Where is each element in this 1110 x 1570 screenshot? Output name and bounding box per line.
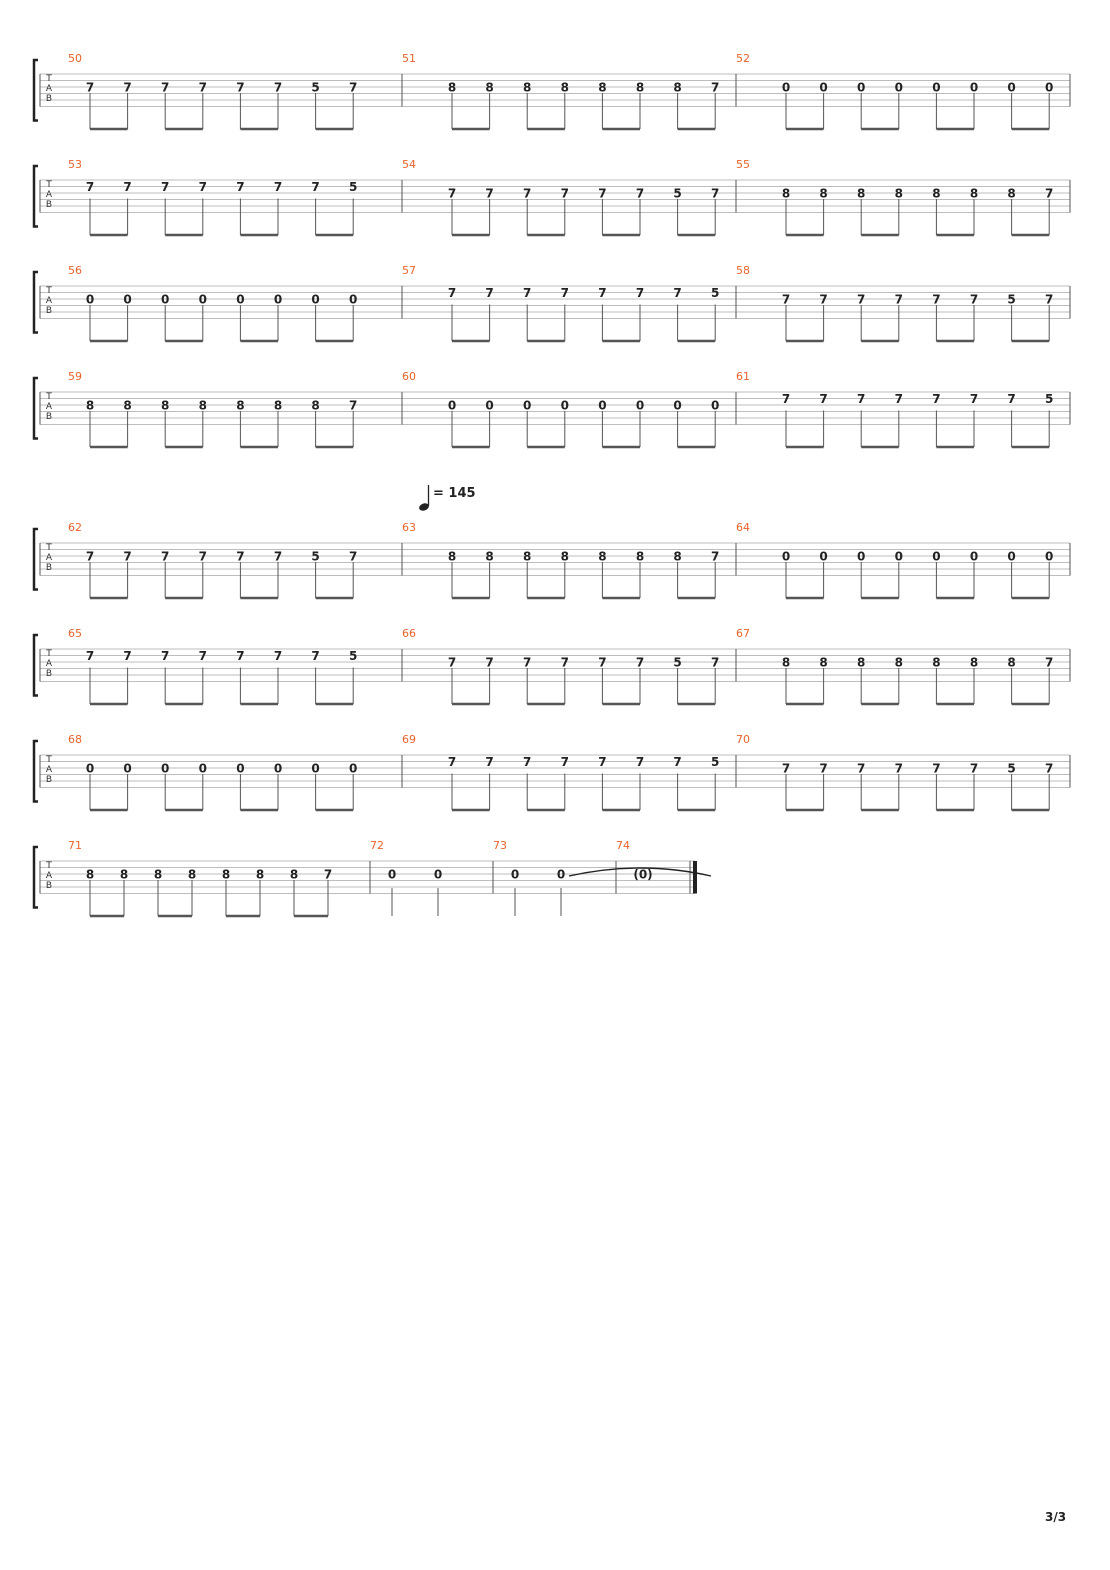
fret-number: 7 (857, 761, 866, 776)
measure-number: 55 (736, 158, 750, 171)
fret-number: 7 (857, 392, 866, 406)
system-bracket (34, 529, 38, 590)
fret-number: 0 (560, 398, 569, 413)
fret-number: 7 (123, 549, 132, 564)
fret-number-tied: (0) (633, 867, 653, 882)
fret-number: 7 (123, 649, 132, 663)
fret-number: 0 (198, 292, 207, 307)
measure-number: 71 (68, 839, 82, 852)
fret-number: 7 (969, 292, 979, 307)
fret-number: 8 (781, 655, 791, 670)
fret-number: 8 (447, 80, 457, 95)
fret-number: 7 (523, 186, 532, 201)
measure-number: 54 (402, 158, 416, 171)
fret-number: 8 (485, 80, 494, 95)
fret-number: 7 (932, 392, 941, 406)
measure-number: 69 (402, 733, 416, 746)
fret-number: 7 (560, 655, 569, 670)
fret-number: 0 (85, 761, 95, 776)
fret-number: 7 (523, 286, 532, 300)
fret-number: 0 (123, 761, 132, 776)
fret-number: 0 (857, 80, 866, 95)
fret-number: 7 (969, 392, 979, 406)
fret-number: 0 (819, 549, 828, 564)
measure-number: 53 (68, 158, 82, 171)
tempo-marking: = 145 (433, 486, 476, 501)
measure-number: 61 (736, 370, 750, 383)
measure-number: 52 (736, 52, 750, 65)
system-bracket (34, 60, 38, 121)
fret-number: 7 (161, 80, 170, 95)
fret-number: 7 (1045, 292, 1054, 307)
fret-number: 7 (273, 80, 283, 95)
fret-number: 7 (349, 80, 358, 95)
fret-number: 8 (289, 867, 299, 882)
fret-number: 7 (85, 549, 95, 564)
fret-number: 7 (349, 398, 358, 413)
tab-clef-letter: T (46, 180, 52, 190)
fret-number: 7 (635, 186, 645, 201)
fret-number: 7 (969, 761, 979, 776)
fret-number: 0 (781, 80, 791, 95)
fret-number: 0 (311, 761, 320, 776)
fret-number: 0 (819, 80, 828, 95)
fret-number: 8 (119, 867, 129, 882)
fret-number: 0 (349, 761, 358, 776)
system-bracket (34, 847, 38, 908)
fret-number: 5 (349, 649, 358, 663)
fret-number: 7 (485, 755, 494, 769)
fret-number: 0 (485, 398, 494, 413)
fret-number: 8 (635, 549, 645, 564)
fret-number: 0 (673, 398, 682, 413)
fret-number: 7 (894, 761, 903, 776)
fret-number: 7 (673, 286, 682, 300)
fret-number: 7 (598, 755, 607, 769)
fret-number: 7 (598, 655, 607, 670)
fret-number: 7 (523, 755, 532, 769)
fret-number: 0 (1007, 80, 1016, 95)
tab-clef-letter: B (45, 200, 53, 210)
fret-number: 8 (560, 549, 569, 564)
fret-number: 7 (894, 292, 903, 307)
fret-number: 0 (635, 398, 645, 413)
tab-clef-letter: T (46, 286, 52, 296)
fret-number: 5 (673, 186, 682, 201)
fret-number: 0 (857, 549, 866, 564)
fret-number: 8 (221, 867, 231, 882)
tab-clef-letter: B (45, 94, 53, 104)
fret-number: 7 (635, 655, 645, 670)
fret-number: 7 (123, 180, 132, 194)
fret-number: 8 (85, 398, 95, 413)
system-bracket (34, 166, 38, 227)
fret-number: 0 (123, 292, 132, 307)
fret-number: 8 (673, 80, 682, 95)
measure-number: 68 (68, 733, 82, 746)
fret-number: 0 (161, 292, 170, 307)
fret-number: 8 (123, 398, 132, 413)
tab-clef-letter: T (46, 861, 52, 871)
fret-number: 0 (932, 549, 941, 564)
fret-number: 8 (523, 80, 532, 95)
fret-number: 7 (1045, 186, 1054, 201)
fret-number: 5 (311, 80, 320, 95)
fret-number: 0 (447, 398, 457, 413)
fret-number: 0 (711, 398, 720, 413)
fret-number: 0 (387, 867, 397, 882)
fret-number: 8 (598, 549, 607, 564)
fret-number: 7 (198, 180, 207, 194)
tab-clef-letter: B (45, 775, 53, 785)
tab-clef-letter: A (45, 190, 53, 200)
fret-number: 8 (819, 186, 828, 201)
fret-number: 7 (894, 392, 903, 406)
tab-clef-letter: A (45, 296, 53, 306)
fret-number: 8 (635, 80, 645, 95)
tab-clef-letter: T (46, 543, 52, 553)
fret-number: 7 (711, 655, 720, 670)
fret-number: 0 (510, 867, 520, 882)
measure-number: 50 (68, 52, 82, 65)
fret-number: 7 (635, 286, 645, 300)
fret-number: 5 (1007, 292, 1016, 307)
fret-number: 7 (560, 186, 569, 201)
measure-number: 62 (68, 521, 82, 534)
fret-number: 7 (311, 180, 320, 194)
measure-number: 60 (402, 370, 416, 383)
fret-number: 7 (198, 549, 207, 564)
tab-clef-letter: A (45, 765, 53, 775)
fret-number: 0 (198, 761, 207, 776)
fret-number: 7 (236, 549, 245, 564)
fret-number: 8 (894, 655, 903, 670)
fret-number: 0 (894, 549, 903, 564)
fret-number: 5 (673, 655, 682, 670)
system-bracket (34, 741, 38, 802)
fret-number: 7 (85, 180, 95, 194)
tab-clef-letter: T (46, 755, 52, 765)
fret-number: 7 (273, 549, 283, 564)
fret-number: 7 (273, 649, 283, 663)
measure-number: 72 (370, 839, 384, 852)
fret-number: 8 (273, 398, 283, 413)
measure-number: 58 (736, 264, 750, 277)
fret-number: 7 (819, 292, 828, 307)
tab-clef-letter: A (45, 84, 53, 94)
fret-number: 7 (236, 80, 245, 95)
fret-number: 8 (85, 867, 95, 882)
fret-number: 7 (711, 186, 720, 201)
fret-number: 7 (161, 180, 170, 194)
fret-number: 8 (1007, 186, 1016, 201)
tab-clef-letter: A (45, 553, 53, 563)
tab-clef-letter: A (45, 659, 53, 669)
fret-number: 7 (161, 649, 170, 663)
fret-number: 7 (781, 392, 791, 406)
fret-number: 7 (932, 761, 941, 776)
fret-number: 0 (598, 398, 607, 413)
final-barline-thick (693, 861, 697, 894)
fret-number: 0 (85, 292, 95, 307)
fret-number: 7 (523, 655, 532, 670)
measure-number: 63 (402, 521, 416, 534)
fret-number: 7 (323, 867, 333, 882)
fret-number: 8 (187, 867, 197, 882)
fret-number: 7 (635, 755, 645, 769)
fret-number: 5 (1007, 761, 1016, 776)
fret-number: 8 (1007, 655, 1016, 670)
tab-clef-letter: A (45, 871, 53, 881)
fret-number: 7 (560, 755, 569, 769)
fret-number: 5 (311, 549, 320, 564)
fret-number: 7 (85, 649, 95, 663)
tab-clef-letter: B (45, 669, 53, 679)
fret-number: 8 (198, 398, 207, 413)
fret-number: 8 (236, 398, 245, 413)
tab-clef-letter: T (46, 392, 52, 402)
fret-number: 0 (311, 292, 320, 307)
fret-number: 8 (161, 398, 170, 413)
fret-number: 8 (673, 549, 682, 564)
fret-number: 8 (311, 398, 320, 413)
fret-number: 0 (236, 761, 245, 776)
measure-number: 65 (68, 627, 82, 640)
fret-number: 7 (560, 286, 569, 300)
fret-number: 8 (781, 186, 791, 201)
fret-number: 8 (560, 80, 569, 95)
fret-number: 7 (447, 186, 457, 201)
fret-number: 0 (932, 80, 941, 95)
fret-number: 7 (311, 649, 320, 663)
measure-number: 56 (68, 264, 82, 277)
fret-number: 8 (932, 655, 941, 670)
fret-number: 0 (161, 761, 170, 776)
fret-number: 7 (781, 292, 791, 307)
fret-number: 7 (447, 755, 457, 769)
measure-number: 70 (736, 733, 750, 746)
fret-number: 8 (153, 867, 163, 882)
fret-number: 8 (447, 549, 457, 564)
fret-number: 5 (1045, 392, 1054, 406)
fret-number: 0 (781, 549, 791, 564)
fret-number: 7 (819, 761, 828, 776)
fret-number: 7 (485, 186, 494, 201)
tab-clef-letter: B (45, 563, 53, 573)
measure-number: 59 (68, 370, 82, 383)
measure-number: 74 (616, 839, 630, 852)
tab-clef-letter: T (46, 74, 52, 84)
fret-number: 5 (711, 755, 720, 769)
page-number: 3/3 (1045, 1510, 1067, 1524)
fret-number: 7 (447, 286, 457, 300)
fret-number: 7 (447, 655, 457, 670)
fret-number: 0 (349, 292, 358, 307)
fret-number: 8 (598, 80, 607, 95)
tab-clef-letter: B (45, 412, 53, 422)
fret-number: 0 (273, 292, 283, 307)
fret-number: 7 (273, 180, 283, 194)
system-bracket (34, 378, 38, 439)
fret-number: 0 (433, 867, 443, 882)
fret-number: 8 (894, 186, 903, 201)
fret-number: 0 (1045, 80, 1054, 95)
fret-number: 0 (236, 292, 245, 307)
fret-number: 7 (932, 292, 941, 307)
measure-number: 51 (402, 52, 416, 65)
fret-number: 7 (198, 649, 207, 663)
fret-number: 7 (123, 80, 132, 95)
fret-number: 7 (781, 761, 791, 776)
measure-number: 66 (402, 627, 416, 640)
fret-number: 0 (556, 867, 566, 882)
fret-number: 5 (711, 286, 720, 300)
fret-number: 8 (932, 186, 941, 201)
fret-number: 0 (1007, 549, 1016, 564)
system-bracket (34, 272, 38, 333)
fret-number: 7 (198, 80, 207, 95)
fret-number: 5 (349, 180, 358, 194)
fret-number: 7 (857, 292, 866, 307)
fret-number: 7 (598, 186, 607, 201)
measure-number: 67 (736, 627, 750, 640)
fret-number: 8 (255, 867, 265, 882)
fret-number: 8 (485, 549, 494, 564)
fret-number: 8 (857, 186, 866, 201)
fret-number: 0 (894, 80, 903, 95)
measure-number: 64 (736, 521, 750, 534)
fret-number: 7 (1007, 392, 1016, 406)
measure-number: 73 (493, 839, 507, 852)
fret-number: 8 (523, 549, 532, 564)
tab-clef-letter: B (45, 306, 53, 316)
fret-number: 7 (349, 549, 358, 564)
fret-number: 7 (819, 392, 828, 406)
fret-number: 7 (711, 549, 720, 564)
fret-number: 8 (857, 655, 866, 670)
tab-clef-letter: T (46, 649, 52, 659)
fret-number: 7 (485, 655, 494, 670)
fret-number: 8 (969, 655, 979, 670)
tab-clef-letter: A (45, 402, 53, 412)
fret-number: 8 (969, 186, 979, 201)
fret-number: 7 (598, 286, 607, 300)
fret-number: 0 (1045, 549, 1054, 564)
fret-number: 0 (273, 761, 283, 776)
system-bracket (34, 635, 38, 696)
measure-number: 57 (402, 264, 416, 277)
fret-number: 0 (523, 398, 532, 413)
fret-number: 0 (969, 80, 979, 95)
fret-number: 8 (819, 655, 828, 670)
fret-number: 7 (1045, 655, 1054, 670)
fret-number: 7 (485, 286, 494, 300)
fret-number: 7 (161, 549, 170, 564)
fret-number: 0 (969, 549, 979, 564)
fret-number: 7 (236, 180, 245, 194)
fret-number: 7 (1045, 761, 1054, 776)
fret-number: 7 (673, 755, 682, 769)
tab-clef-letter: B (45, 881, 53, 891)
fret-number: 7 (711, 80, 720, 95)
fret-number: 7 (85, 80, 95, 95)
fret-number: 7 (236, 649, 245, 663)
